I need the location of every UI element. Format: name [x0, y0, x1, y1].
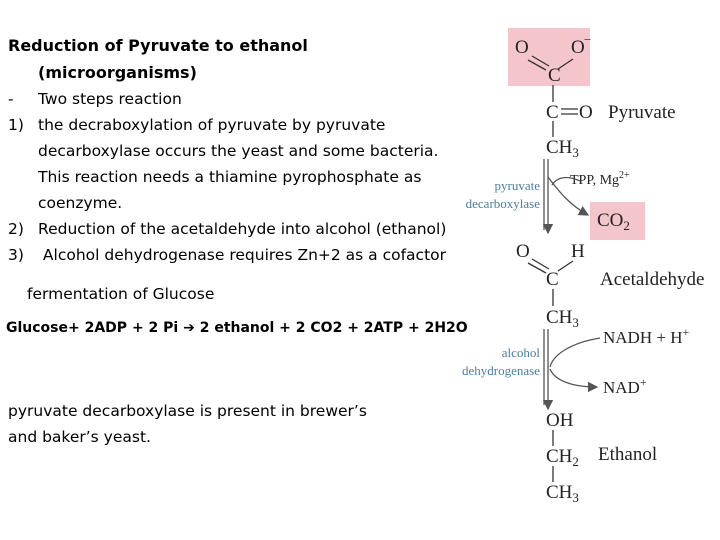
point-2 — [8, 216, 446, 243]
point-marker: 3) — [8, 246, 24, 264]
pyruvate-carbonyl-c: C — [546, 102, 559, 123]
bond-ald-o-double — [532, 259, 549, 269]
acetaldehyde-c: C — [546, 269, 559, 290]
nad-label: NAD+ — [603, 375, 647, 397]
nad-out-arrow — [550, 369, 597, 387]
point-text: the decraboxylation of pyruvate by pyruvate — [38, 116, 386, 134]
point-text: Alcohol dehydrogenase requires Zn+2 as a cofactor — [38, 246, 447, 264]
fermentation-equation — [6, 320, 468, 336]
point-text: Reduction of the acetaldehyde into alcohol (ethanol) — [38, 220, 447, 238]
point-marker: - — [8, 90, 14, 108]
point-1-cont-2: coenzyme. — [38, 194, 123, 212]
nadh-in-arrow — [550, 338, 600, 367]
point-marker: 2) — [8, 220, 24, 238]
acetaldehyde-o: O — [516, 241, 530, 262]
acetaldehyde-methyl: $CH_3$ — [546, 307, 579, 330]
point-text: Two steps reaction — [38, 90, 182, 108]
enzyme-pyruvate-decarboxylase-line-1: pyruvate — [494, 178, 540, 193]
pyruvate-label: Pyruvate — [608, 102, 676, 123]
co2-label: $CO_2$ — [597, 210, 630, 233]
point-1-cont-1: This reaction needs a thiamine pyrophosphate as — [38, 168, 422, 186]
pyruvate-o1: O — [515, 37, 529, 58]
enzyme-pyruvate-decarboxylase-line-2: decarboxylase — [465, 196, 540, 211]
enzyme-alcohol-dehydrogenase-line-2: dehydrogenase — [462, 363, 540, 378]
pyruvate-carbonyl-o: O — [579, 102, 593, 123]
acetaldehyde-label: Acetaldehyde — [600, 269, 705, 290]
point-1-cont-0: decarboxylase occurs the yeast and some bacteria. — [38, 142, 439, 160]
fermentation-pathway-diagram — [405, 25, 705, 505]
pyruvate-o2: O — [571, 37, 585, 58]
note — [8, 398, 367, 450]
acetaldehyde-h: H — [571, 241, 585, 262]
title — [8, 32, 308, 86]
point-0 — [8, 86, 182, 113]
bond-ald-h — [558, 261, 573, 271]
note-line-2: and baker’s yeast. — [8, 428, 151, 446]
pyruvate-methyl: $CH_3$ — [546, 137, 579, 160]
title-line-1: Reduction of Pyruvate to ethanol — [8, 36, 308, 55]
ethanol-ch3: $CH_3$ — [546, 482, 579, 505]
pyruvate-carboxyl-c: C — [548, 65, 561, 86]
ethanol-ch2: $CH_2$ — [546, 446, 579, 469]
enzyme-alcohol-dehydrogenase-line-1: alcohol — [501, 345, 540, 360]
cofactors: TPP, $Mg^{2+}$ — [570, 170, 630, 188]
fermentation-heading: fermentation of Glucose — [27, 285, 215, 303]
title-line-2: (microorganisms) — [38, 63, 197, 82]
arrow-icon: ➔ — [183, 320, 195, 336]
ethanol-oh: OH — [546, 410, 574, 431]
ethanol-label: Ethanol — [598, 444, 658, 465]
equation-right: 2 ethanol + 2 CO2 + 2ATP + 2H2O — [199, 320, 468, 336]
equation-left: Glucose+ 2ADP + 2 Pi — [6, 320, 179, 336]
point-marker: 1) — [8, 116, 24, 134]
point-3 — [8, 242, 446, 269]
note-line-1: pyruvate decarboxylase is present in brewer’s — [8, 402, 367, 420]
nadh-label: NADH + H+ — [603, 325, 690, 347]
point-1 — [8, 112, 385, 139]
bond-ald-o — [528, 263, 546, 273]
pyruvate-charge: − — [584, 32, 592, 47]
